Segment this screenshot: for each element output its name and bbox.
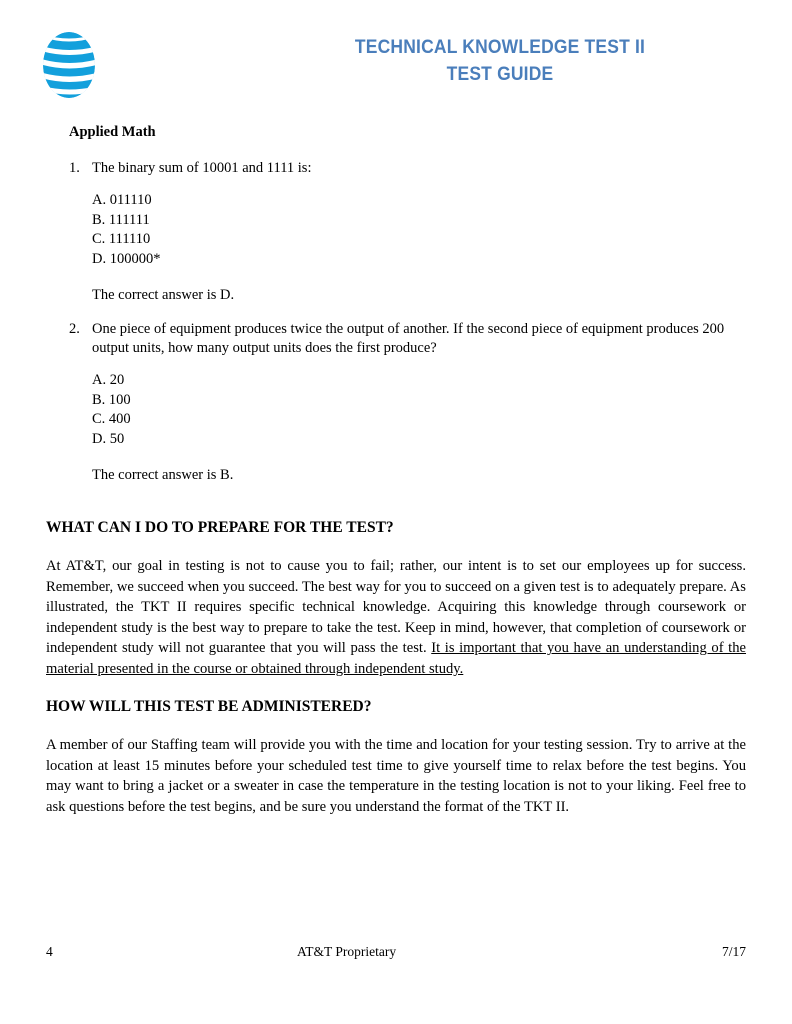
question-text: The binary sum of 10001 and 1111 is: <box>92 160 312 176</box>
question-number: 2. <box>69 321 80 337</box>
question-options <box>92 371 749 449</box>
option-c: C. 400 <box>92 411 131 428</box>
section-body-plain: At AT&T, our goal in testing is not to cause you to fail; rather, our intent is to set our employees up for success. Remember, we succeed when you succeed. The best way for you to succeed on a given test is to adequately prepare. As illustrated, the TKT II requires specific technical knowledge. Acquiring this knowledge through coursework or independent study is the best way to prepare to take the test. Keep in mind, however, that completion of coursework or independent study will not guarantee that you will pass the test. <box>46 558 746 657</box>
option-d: D. 100000* <box>92 250 161 267</box>
question-row <box>69 320 749 358</box>
section-body-plain: A member of our Staffing team will provide you with the time and location for your testing session. Try to arrive at the location at least 15 minutes before your scheduled test time to give yourself time to relax before the test begins. You may want to bring a jacket or a sweater in case the temperature in the testing location is not to your liking. Feel free to ask questions before the test begins, and be sure you understand the format of the TKT II. <box>46 737 746 815</box>
answer-text: The correct answer is D. <box>92 287 235 304</box>
question-number: 1. <box>69 160 80 176</box>
page-footer <box>0 943 792 967</box>
option-a: A. 20 <box>92 372 125 388</box>
section-heading: WHAT CAN I DO TO PREPARE FOR THE TEST? <box>46 519 394 536</box>
section-prepare <box>46 518 746 680</box>
option-a: A. 011110 <box>92 192 152 208</box>
document-title-line1: TECHNICAL KNOWLEDGE TEST II <box>354 37 646 58</box>
answer-text: The correct answer is B. <box>92 467 234 484</box>
document-title-line2: TEST GUIDE <box>446 64 554 85</box>
section-body <box>46 556 746 680</box>
footer-page-count: 7/17 <box>721 944 746 959</box>
question-options <box>92 191 749 269</box>
option-c: C. 111110 <box>92 231 151 248</box>
document-title <box>316 34 684 88</box>
option-b: B. 111111 <box>92 211 150 228</box>
question-text: One piece of equipment produces twice the output of another. If the second piece of equipment produces 200 output units, how many output units does the first produce? <box>92 321 725 356</box>
section-heading: HOW WILL THIS TEST BE ADMINISTERED? <box>46 698 372 715</box>
section-body-underlined: It is important that you have an understanding of the material presented in the course or obtained through independent study. <box>46 640 747 677</box>
page-header <box>0 0 792 112</box>
section-body <box>46 735 746 817</box>
question-item <box>69 159 749 305</box>
question-row <box>69 159 749 178</box>
footer-proprietary-notice: AT&T Proprietary <box>297 944 397 959</box>
option-d: D. 50 <box>92 430 125 447</box>
question-item <box>69 320 749 485</box>
footer-page-number: 4 <box>46 944 53 959</box>
option-b: B. 100 <box>92 391 131 408</box>
section-administered <box>46 697 746 817</box>
section-subheading-applied-math: Applied Math <box>69 124 156 140</box>
att-globe-logo <box>38 30 100 100</box>
